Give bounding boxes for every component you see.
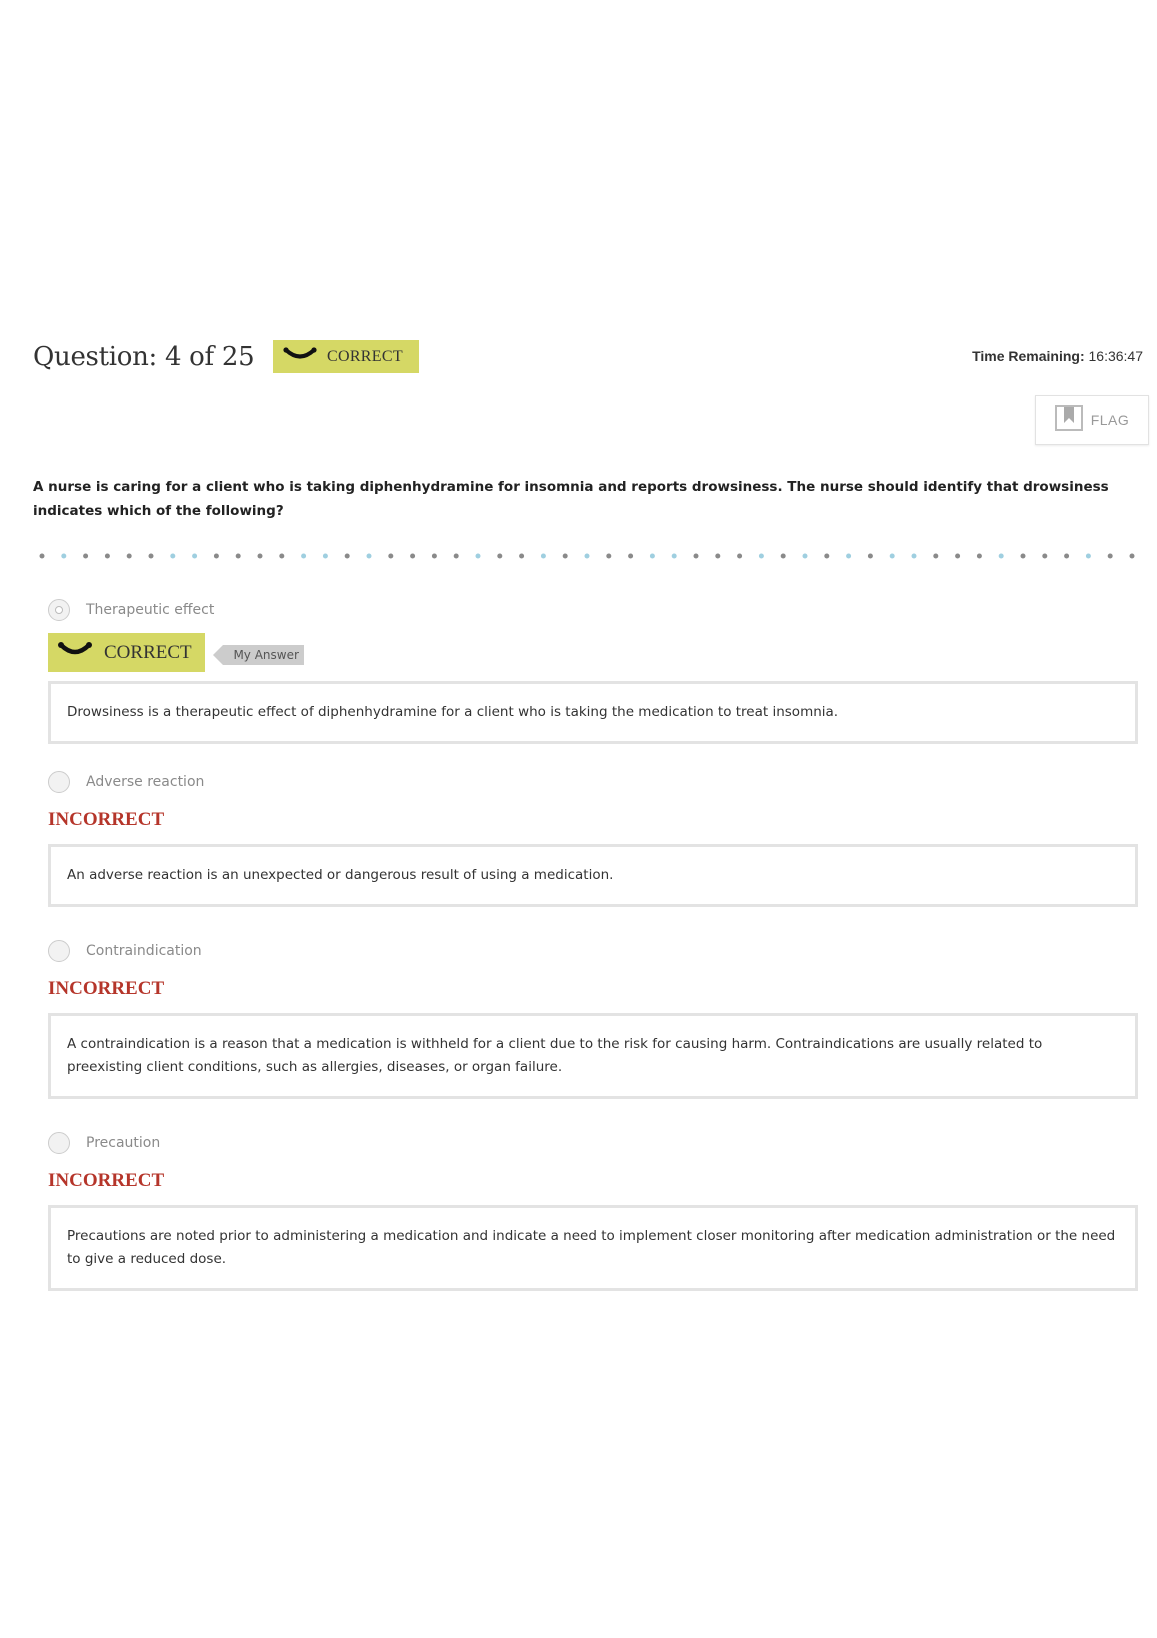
my-answer-tag: My Answer [223,645,303,665]
status-badge-label: CORRECT [327,347,403,365]
radio-button[interactable] [48,1132,70,1154]
divider-dot [1108,554,1113,559]
divider-dot [519,554,524,559]
option-label: Precaution [86,1135,161,1151]
rationale-box: Drowsiness is a therapeutic effect of diphenhydramine for a client who is taking the medication to treat insomnia. [48,681,1138,744]
radio-button[interactable] [48,771,70,793]
divider-dot [432,554,437,559]
bookmark-icon [1055,405,1083,436]
option-label: Contraindication [86,943,202,959]
flag-label: FLAG [1090,412,1130,428]
answer-option-3 [48,938,1138,1099]
question-header [33,340,1143,376]
time-remaining-value: 16:36:47 [1088,348,1143,364]
divider-dot [105,554,110,559]
correct-label: CORRECT [104,641,192,663]
divider-dot [1042,554,1047,559]
divider-dot [715,554,720,559]
divider-dot [497,554,502,559]
divider-dot [999,554,1004,559]
status-badge [273,340,419,373]
answer-option-2 [48,769,1138,907]
smile-icon [58,641,92,664]
answer-option-4 [48,1130,1138,1291]
divider-dot [977,554,982,559]
rationale-box: A contraindication is a reason that a medication is withheld for a client due to the risk for causing harm. Contraindications are usually related to preexisting client conditions, such as allergies, diseases, or organ failure. [48,1013,1138,1099]
option-label: Therapeutic effect [86,602,215,618]
divider-dot [192,554,197,559]
divider-dot [127,554,132,559]
divider-dot [606,554,611,559]
option-select-row[interactable] [48,938,1138,964]
incorrect-label: INCORRECT [48,1170,165,1191]
divider-dot [323,554,328,559]
radio-button[interactable] [48,599,70,621]
incorrect-label: INCORRECT [48,978,165,999]
divider-dot [1086,554,1091,559]
divider-dot [170,554,175,559]
divider-dot [40,554,45,559]
correct-badge [48,633,205,672]
divider-dot [824,554,829,559]
answer-option-1 [48,597,1138,744]
divider-dot [650,554,655,559]
divider-dot [279,554,284,559]
divider-dot [563,554,568,559]
divider-dot [868,554,873,559]
divider-dot [803,554,808,559]
divider-dot [345,554,350,559]
divider-dot [759,554,764,559]
divider-dot [367,554,372,559]
divider-dot [912,554,917,559]
question-stem: A nurse is caring for a client who is taking diphenhydramine for insomnia and reports drowsiness. The nurse should identify that drowsiness indicates which of the following? [33,479,1109,519]
option-select-row[interactable] [48,597,1138,623]
time-remaining [972,348,1143,364]
divider-dot [214,554,219,559]
divider-dot [694,554,699,559]
divider-dot [410,554,415,559]
divider-dot [781,554,786,559]
divider-dot [890,554,895,559]
divider-dot [454,554,459,559]
dot-divider [38,551,1138,561]
divider-dot [628,554,633,559]
divider-dot [476,554,481,559]
time-remaining-label: Time Remaining: [972,348,1085,364]
flag-button[interactable] [1035,395,1149,445]
divider-dot [541,554,546,559]
rationale-box: An adverse reaction is an unexpected or dangerous result of using a medication. [48,844,1138,907]
smile-icon [283,346,317,367]
option-label: Adverse reaction [86,774,205,790]
divider-dot [955,554,960,559]
divider-dot [149,554,154,559]
rationale-box: Precautions are noted prior to administering a medication and indicate a need to implement closer monitoring after medication administration or the need to give a reduced dose. [48,1205,1138,1291]
incorrect-label: INCORRECT [48,809,165,830]
divider-dot [1021,554,1026,559]
question-counter: Question: 4 of 25 [33,342,255,372]
divider-dot [737,554,742,559]
divider-dot [388,554,393,559]
divider-dot [61,554,66,559]
divider-dot [672,554,677,559]
radio-button[interactable] [48,940,70,962]
divider-dot [585,554,590,559]
divider-dot [83,554,88,559]
divider-dot [236,554,241,559]
divider-dot [933,554,938,559]
divider-dot [846,554,851,559]
divider-dot [1130,554,1135,559]
divider-dot [1064,554,1069,559]
option-select-row[interactable] [48,1130,1138,1156]
option-select-row[interactable] [48,769,1138,795]
divider-dot [301,554,306,559]
divider-dot [258,554,263,559]
